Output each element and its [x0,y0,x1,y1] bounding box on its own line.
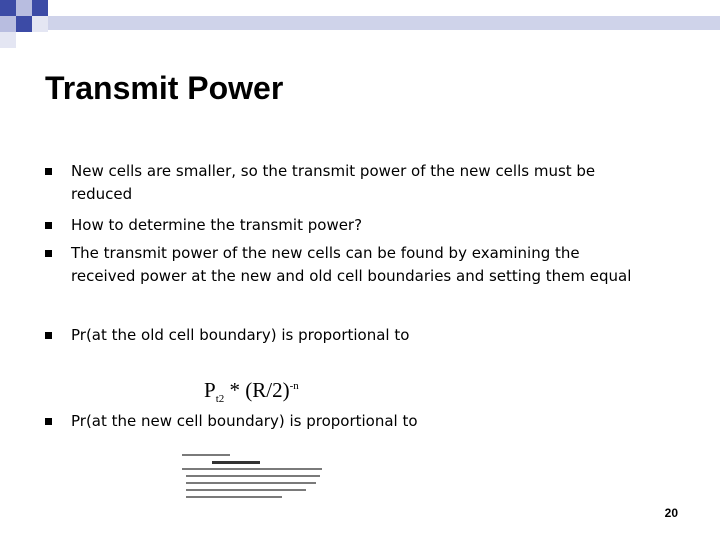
corner-square [0,16,16,32]
square-bullet-icon [45,222,52,229]
scan-formula [212,461,260,464]
corner-square [32,16,48,32]
square-bullet-icon [45,168,52,175]
corner-square [32,0,48,16]
formula-subscript: t2 [215,393,225,406]
bullet-text: Pr(at the old cell boundary) is proportional to [71,326,410,344]
formula-middle: * (R/2) [224,378,290,402]
scan-line [182,454,230,456]
square-bullet-icon [45,250,52,257]
header-bar [48,16,720,30]
bullet-item [45,242,645,288]
page-number: 20 [664,506,678,520]
formula-superscript: -n [289,380,299,392]
corner-square [0,32,16,48]
bullet-item [45,214,645,237]
bullet-text: New cells are smaller, so the transmit power of the new cells must be reduced [71,162,596,203]
scan-line [186,482,316,484]
formula-base: P [204,378,216,402]
square-bullet-icon [45,418,52,425]
scan-line [186,475,320,477]
bullet-item [45,410,645,433]
corner-square [0,0,16,16]
corner-square [16,0,32,16]
slide-title: Transmit Power [45,70,284,106]
bullet-text: Pr(at the new cell boundary) is proportional to [71,412,418,430]
square-bullet-icon [45,332,52,339]
scanned-text-image [176,451,328,499]
scan-line [186,496,282,498]
scan-line [186,489,306,491]
formula-image [200,378,303,405]
corner-square [16,16,32,32]
bullet-item [45,160,645,206]
bullet-text: How to determine the transmit power? [71,216,363,234]
corner-decoration [0,0,720,48]
scan-line [182,468,322,470]
bullet-text: The transmit power of the new cells can be found by examining the received power at the new and old cell boundaries and setting them equal [71,244,632,285]
bullet-item [45,324,645,347]
